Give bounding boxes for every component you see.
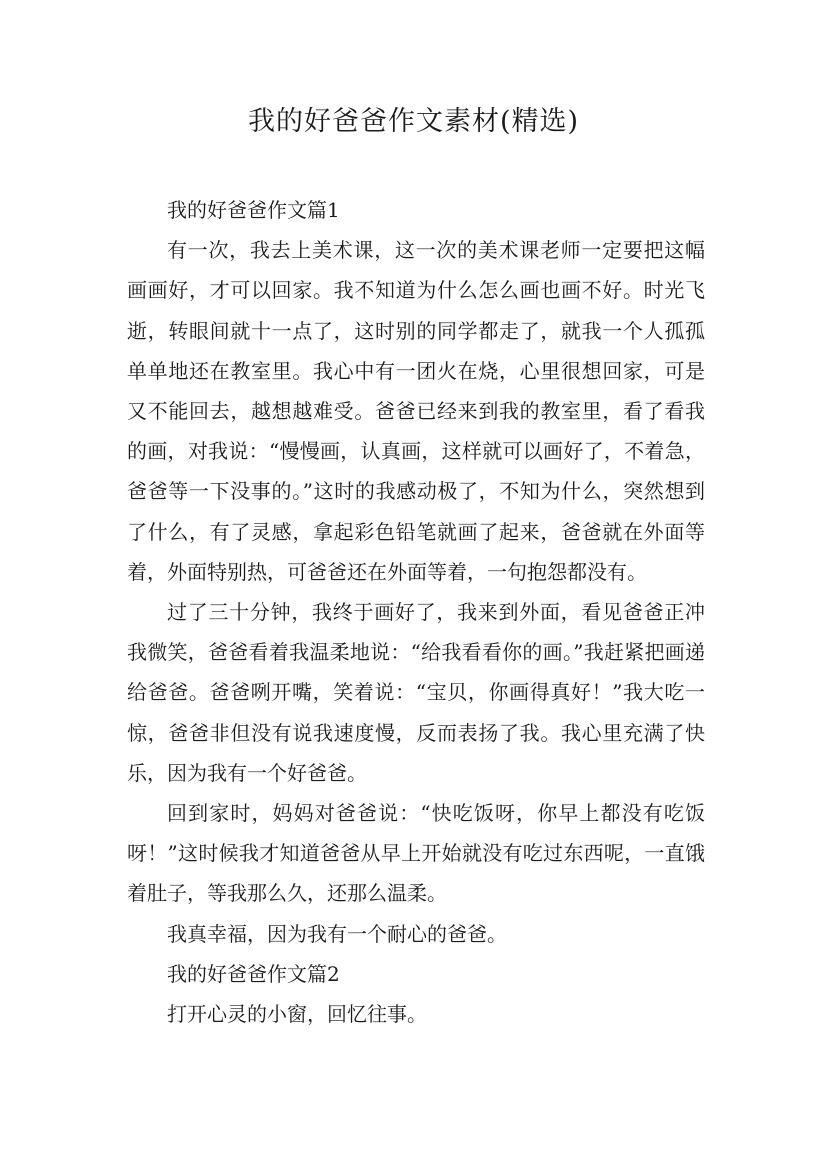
paragraph: 我真幸福，因为我有一个耐心的爸爸。 (167, 921, 507, 946)
document-body (127, 190, 705, 1034)
document-title: 我的好爸爸作文素材(精选) (247, 106, 580, 137)
paragraph: 有一次，我去上美术课，这一次的美术课老师一定要把这幅画画好，才可以回家。我不知道为什么怎么画也画不好。时光飞逝，转眼间就十一点了，这时别的同学都走了，就我一个人孤孤单单地还在教室里。我心中有一团火在烧，心里很想回家，可是又不能回去，越想越难受。爸爸已经来到我的教室里，看了看我的画，对我说：“慢慢画，认真画，这样就可以画好了，不着急，爸爸等一下没事的。”这时的我感动极了，不知为什么，突然想到了什么，有了灵感，拿起彩色铅笔就画了起来，爸爸就在外面等着，外面特别热，可爸爸还在外面等着，一句抱怨都没有。 (127, 238, 705, 584)
paragraph: 打开心灵的小窗，回忆往事。 (167, 1002, 427, 1027)
section-heading-2: 我的好爸爸作文篇2 (167, 961, 340, 986)
paragraph: 过了三十分钟，我终于画好了，我来到外面，看见爸爸正冲我微笑，爸爸看着我温柔地说：“给我看看你的画。”我赶紧把画递给爸爸。爸爸咧开嘴，笑着说：“宝贝，你画得真好！”我大吃一惊，爸爸非但没有说我速度慢，反而表扬了我。我心里充满了快乐，因为我有一个好爸爸。 (127, 600, 705, 785)
section-heading-1: 我的好爸爸作文篇1 (167, 198, 340, 222)
paragraph: 回到家时，妈妈对爸爸说：“快吃饭呀，你早上都没有吃饭呀！”这时候我才知道爸爸从早上开始就没有吃过东西呢，一直饿着肚子，等我那么久，还那么温柔。 (127, 801, 705, 906)
